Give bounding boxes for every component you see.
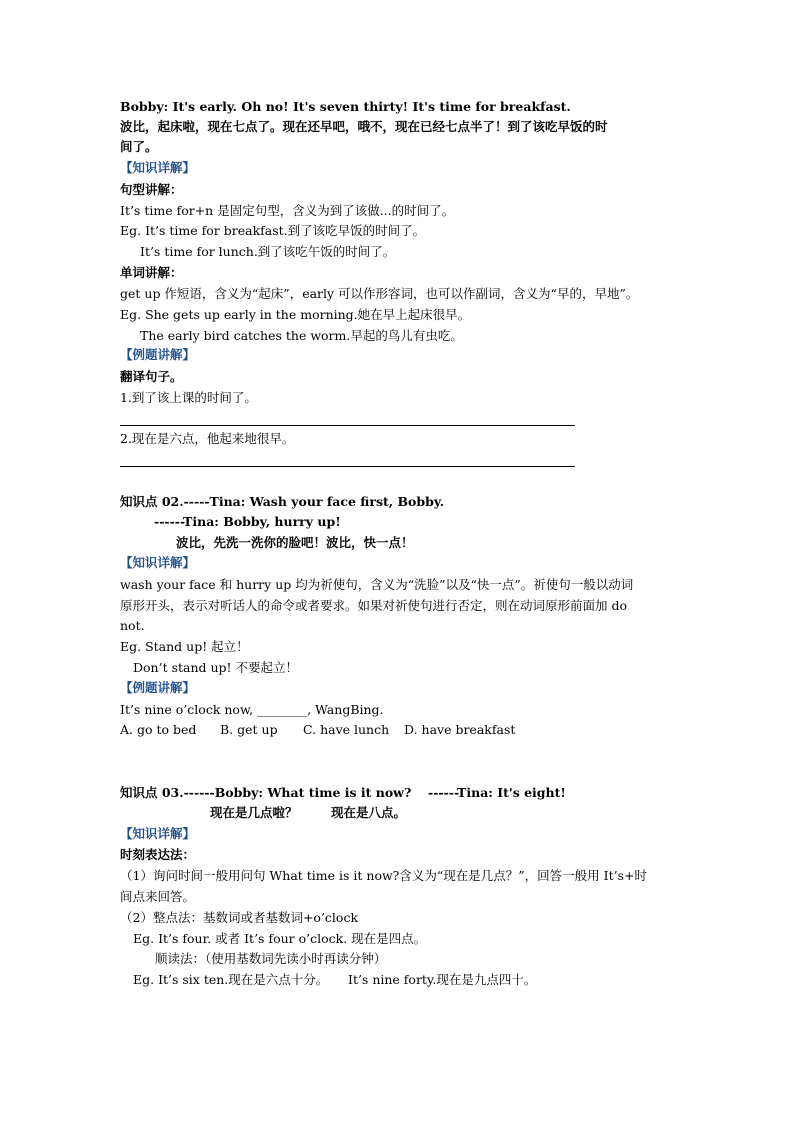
section2-text-3: not.	[120, 618, 145, 633]
section2-question: It’s nine o’clock now, ________, WangBing.	[120, 702, 384, 717]
section2-title-2: ------Tina: Bobby, hurry up!	[154, 514, 341, 529]
word-title: 单词讲解：	[120, 265, 183, 280]
word-text: get up 作短语，含义为“起床”，early 可以作形容词，也可以作副词，含义为“早的，早地”。	[120, 286, 639, 301]
section2-example-2: Don’t stand up! 不要起立！	[133, 660, 299, 675]
section2-translation: 波比，先洗一洗你的脸吧！波比，快一点！	[176, 535, 414, 550]
question-1: 1.到了该上课的时间了。	[120, 390, 257, 405]
section3-translation-left: 现在是几点啦？	[210, 805, 298, 820]
section3-p3-example-a: Eg. It’s six ten.现在是六点十分。	[133, 972, 329, 987]
word-example-1: Eg. She gets up early in the morning.她在早上起床很早。	[120, 307, 471, 322]
section2-example-1: Eg. Stand up! 起立！	[120, 639, 249, 654]
section3-p2: （2）整点法：基数词或者基数词+o’clock	[120, 910, 359, 925]
option-c: C. have lunch	[303, 722, 390, 737]
section2-title-1: 知识点 02.-----Tina: Wash your face first, Bobby.	[120, 494, 445, 509]
section3-translation-right: 现在是八点。	[331, 805, 407, 820]
translation-line-2: 间了。	[120, 139, 158, 154]
pattern-example-2: It’s time for lunch.到了该吃午饭的时间了。	[140, 244, 396, 259]
section2-text-2: 原形开头，表示对听话人的命令或者要求。如果对祈使句进行否定，则在动词原形前面加 do	[120, 598, 628, 613]
option-a: A. go to bed	[120, 722, 197, 737]
section3-p2-example: Eg. It’s four. 或者 It’s four o’clock. 现在是四点。	[133, 931, 427, 946]
section2-knowledge-header: 【知识详解】	[120, 555, 196, 570]
word-example-2: The early bird catches the worm.早起的鸟儿有虫吃。	[140, 328, 463, 343]
translation-line-1: 波比，起床啦，现在七点了。现在还早吧，哦不，现在已经七点半了！到了该吃早饭的时	[120, 119, 608, 134]
answer-line-2	[120, 466, 575, 467]
section2-example-header: 【例题讲解】	[120, 680, 196, 695]
option-b: B. get up	[220, 722, 278, 737]
translate-title: 翻译句子。	[120, 369, 183, 384]
section3-knowledge-header: 【知识详解】	[120, 826, 196, 841]
section3-title-right: ------Tina: It's eight!	[428, 785, 566, 800]
pattern-example-1: Eg. It’s time for breakfast.到了该吃早饭的时间了。	[120, 223, 426, 238]
knowledge-header: 【知识详解】	[120, 160, 196, 175]
example-header: 【例题讲解】	[120, 347, 196, 362]
answer-line-1	[120, 425, 575, 426]
pattern-title: 句型讲解：	[120, 182, 183, 197]
section2-text-1: wash your face 和 hurry up 均为祈使句，含义为“洗脸”以及“快一点”。祈使句一般以动词	[120, 577, 634, 592]
question-2: 2.现在是六点，他起来地很早。	[120, 431, 295, 446]
section3-p1-line2: 间点来回答。	[120, 889, 196, 904]
pattern-text: It’s time for+n 是固定句型，含义为到了该做...的时间了。	[120, 203, 455, 218]
section3-p1-line1: （1）询问时间一般用问句 What time is it now?含义为“现在是几点？”，回答一般用 It’s+时	[120, 868, 647, 883]
section2-options	[120, 722, 515, 738]
option-d: D. have breakfast	[404, 722, 516, 737]
section3-p3-example-b: It’s nine forty.现在是九点四十。	[348, 972, 537, 987]
section3-title-left: 知识点 03.------Bobby: What time is it now?	[120, 785, 412, 800]
section3-p3: 顺读法：（使用基数词先读小时再读分钟）	[155, 951, 387, 966]
dialogue-line: Bobby: It's early. Oh no! It's seven thirty! It's time for breakfast.	[120, 99, 571, 114]
section3-expr-title: 时刻表达法：	[120, 847, 196, 862]
